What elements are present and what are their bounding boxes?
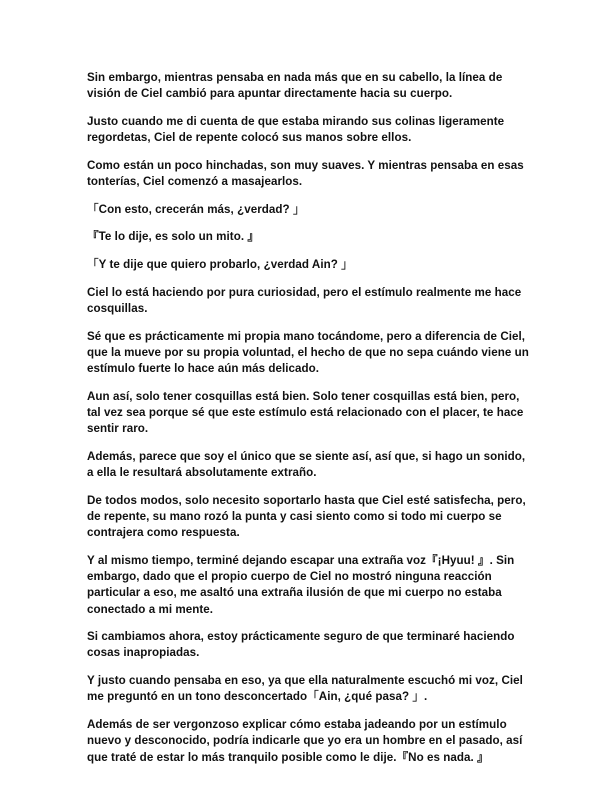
paragraph: Sin embargo, mientras pensaba en nada más que en su cabello, la línea de visión de Ciel cambió para apuntar directamente hacia su cuerpo. — [87, 71, 503, 101]
paragraph: Como están un poco hinchadas, son muy suaves. Y mientras pensaba en esas tonterías, Ciel comenzó a masajearlos. — [87, 158, 524, 189]
paragraph: Y justo cuando pensaba en eso, ya que ella naturalmente escuchó mi voz, Ciel me preguntó en un tono desconcertado「Ain, ¿qué pasa? 」. — [87, 674, 523, 704]
dialogue-line: 「Con esto, crecerán más, ¿verdad? 」 — [87, 202, 305, 216]
paragraph: Si cambiamos ahora, estoy prácticamente seguro de que terminaré haciendo cosas inapropiadas. — [87, 630, 515, 660]
paragraph: Justo cuando me di cuenta de que estaba mirando sus colinas ligeramente regordetas, Ciel de repente colocó sus manos sobre ellos. — [87, 114, 505, 145]
paragraph: Ciel lo está haciendo por pura curiosidad, pero el estímulo realmente me hace cosquillas. — [87, 285, 522, 316]
dialogue-line: 『Te lo dije, es solo un mito. 』 — [87, 230, 260, 244]
dialogue-line: 「Y te dije que quiero probarlo, ¿verdad Ain? 」 — [87, 258, 353, 272]
paragraph: Además de ser vergonzoso explicar cómo estaba jadeando por un estímulo nuevo y desconocido, podría indicarle que yo era un hombre en el pasado, así que traté de estar lo más tranquilo posible como le dije.『No es nada. 』 — [87, 718, 523, 764]
paragraph: Sé que es prácticamente mi propia mano tocándome, pero a diferencia de Ciel, que la mueve por su propia voluntad, el hecho de que no sepa cuándo viene un estímulo fuerte lo hace aún más delicado. — [87, 329, 529, 376]
paragraph: Además, parece que soy el único que se siente así, así que, si hago un sonido, a ella le resultará absolutamente extraño. — [87, 449, 526, 480]
paragraph: Y al mismo tiempo, terminé dejando escapar una extraña voz『¡Hyuu! 』. Sin embargo, dado que el propio cuerpo de Ciel no mostró ninguna reacción particular a eso, me asaltó una extraña ilusión de que mi cuerpo no estaba conectado a mi mente. — [87, 553, 515, 616]
paragraph: De todos modos, solo necesito soportarlo hasta que Ciel esté satisfecha, pero, de repente, su mano rozó la punta y casi siento como si todo mi cuerpo se contrajera como respuesta. — [87, 493, 526, 540]
document-body — [87, 70, 529, 777]
paragraph: Aun así, solo tener cosquillas está bien. Solo tener cosquillas está bien, pero, tal vez sea porque sé que este estímulo está relacionado con el placer, te hace sentir raro. — [87, 389, 524, 436]
